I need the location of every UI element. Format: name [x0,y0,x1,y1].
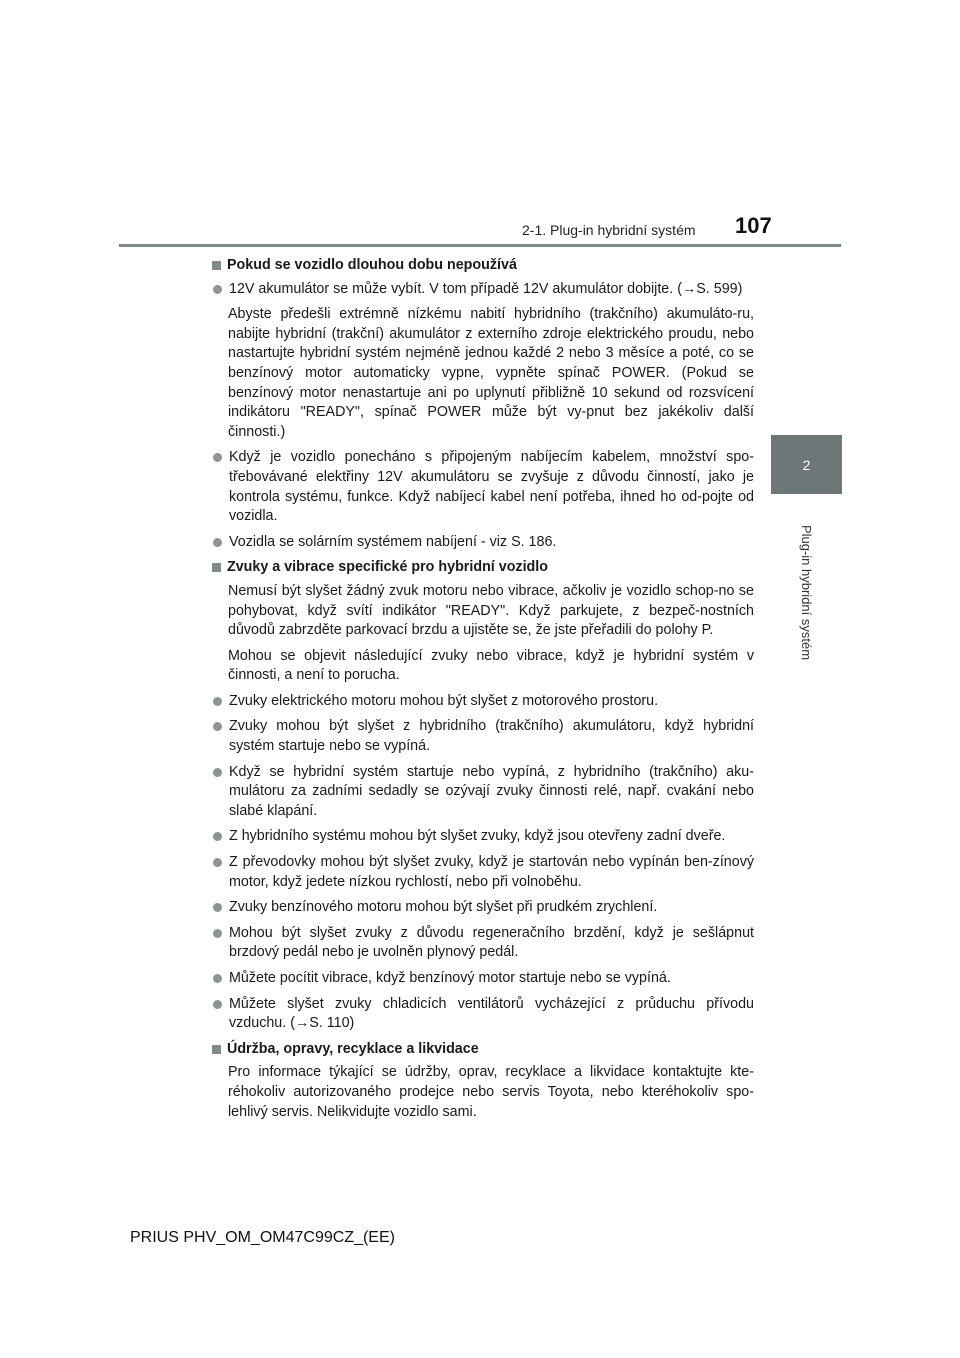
list-item [209,853,754,892]
footer-document-code: PRIUS PHV_OM_OM47C99CZ_(EE) [130,1229,395,1246]
chapter-number: 2 [802,456,811,473]
header-title: 2-1. Plug-in hybridní systém [522,222,696,238]
bullet-dot-icon [213,697,222,706]
chapter-rail [771,494,842,690]
square-bullet-icon [212,563,221,572]
section-title: Pokud se vozidlo dlouhou dobu nepoužívá [227,257,517,273]
bullet-dot-icon [213,453,222,462]
bullet-dot-icon [213,285,222,294]
list-item [209,533,754,553]
section-title: Zvuky a vibrace specifické pro hybridní vozidlo [227,559,548,576]
bullet-text: Zvuky benzínového motoru mohou být slyšet při prudkém zrychlení. [229,899,658,916]
section-title: Údržba, opravy, recyklace a likvidace [227,1040,479,1057]
paragraph: Pro informace týkající se údržby, oprav, recyklace a likvidace kontaktujte kte-réhokoliv autorizovaného prodejce nebo servis Toyota, nebo kteréhokoliv spo-lehlivý servis. Nelikvidujte vozidlo sami. [228,1064,754,1120]
list-item [209,280,754,300]
section-heading [209,256,754,276]
page-number: 107 [735,213,772,238]
bullet-text: Z hybridního systému mohou být slyšet zvuky, když jsou otevřeny zadní dveře. [229,828,726,845]
square-bullet-icon [212,261,221,270]
page-content [209,256,754,1128]
bullet-dot-icon [213,929,222,938]
square-bullet-icon [212,1045,221,1054]
list-item [209,995,754,1034]
bullet-dot-icon [213,974,222,983]
paragraph: Mohou se objevit následující zvuky nebo vibrace, když je hybridní systém v činnosti, a není to porucha. [228,647,754,684]
bullet-text: Zvuky elektrického motoru mohou být slyšet z motorového prostoru. [229,692,659,709]
chapter-title: Plug-in hybridní systém [799,524,814,660]
bullet-dot-icon [213,768,222,777]
list-item [209,924,754,963]
bullet-dot-icon [213,858,222,867]
list-item [209,692,754,712]
bullet-text: Když se hybridní systém startuje nebo vypíná, z hybridního (trakčního) aku-mulátoru za zadními sedadly se ozývají zvuky činnosti relé, např. cvakání nebo slabé klapání. [229,763,754,819]
bullet-text: Můžete pocítit vibrace, když benzínový motor startuje nebo se vypíná. [229,970,671,986]
bullet-dot-icon [213,538,222,547]
header-rule [119,244,841,247]
list-item [209,717,754,756]
bullet-text: Když je vozidlo ponecháno s připojeným nabíjecím kabelem, množství spo-třebovávané elektřiny 12V akumulátoru se zvyšuje z důvodu činností, jako je kontrola systému, funkce. Když nabíjecí kabel není potřeba, ihned ho od-pojte od vozidla. [229,449,754,525]
section-heading [209,1040,754,1060]
list-item [209,898,754,918]
bullet-dot-icon [213,832,222,841]
list-item [209,827,754,847]
bullet-text: Mohou být slyšet zvuky z důvodu regeneračního brzdění, když je sešlápnut brzdový pedál nebo je uvolněn plynový pedál. [229,924,754,961]
list-item [209,448,754,526]
bullet-text: Z převodovky mohou být slyšet zvuky, když je startován nebo vypínán ben-zínový motor, když jedete nízkou rychlostí, nebo při volnoběhu. [229,854,754,890]
bullet-text: Vozidla se solárním systémem nabíjení - viz S. 186. [229,533,557,550]
list-item [209,763,754,822]
bullet-text: Zvuky mohou být slyšet z hybridního (trakčního) akumulátoru, když hybridní systém startuje nebo se vypíná. [229,718,754,755]
bullet-dot-icon [213,903,222,912]
bullet-text: Můžete slyšet zvuky chladicích ventilátorů vycházející z průduchu přívodu vzduchu. (→S. 110) [229,995,754,1032]
bullet-dot-icon [213,722,222,731]
paragraph: Nemusí být slyšet žádný zvuk motoru nebo vibrace, ačkoliv je vozidlo schop-no se pohybovat, když svítí indikátor "READY". Když parkujete, z bezpeč-nostních důvodů zabrzděte parkovací brzdu a ujistěte se, že jste přeřadili do polohy P. [228,582,754,639]
bullet-text: 12V akumulátor se může vybít. V tom případě 12V akumulátor dobijte. (→S. 599) [229,280,743,297]
bullet-dot-icon [213,1000,222,1009]
section-heading [209,558,754,578]
paragraph: Abyste předešli extrémně nízkému nabití hybridního (trakčního) akumuláto-ru, nabijte hybridní (trakční) akumulátor z externího zdroje elektrického proudu, nebo nastartujte hybridní systém nejméně jednou každé 2 nebo 3 měsíce a poté, co se benzínový motor automaticky vypne, vypněte spínač POWER. (Pokud se benzínový motor nenastartuje ani po uplynutí přibližně 10 sekund od rozsvícení indikátoru "READY", spínač POWER může být vy-pnut bez jakékoliv další činnosti.) [228,306,754,440]
chapter-tab [771,435,842,494]
list-item [209,969,754,989]
